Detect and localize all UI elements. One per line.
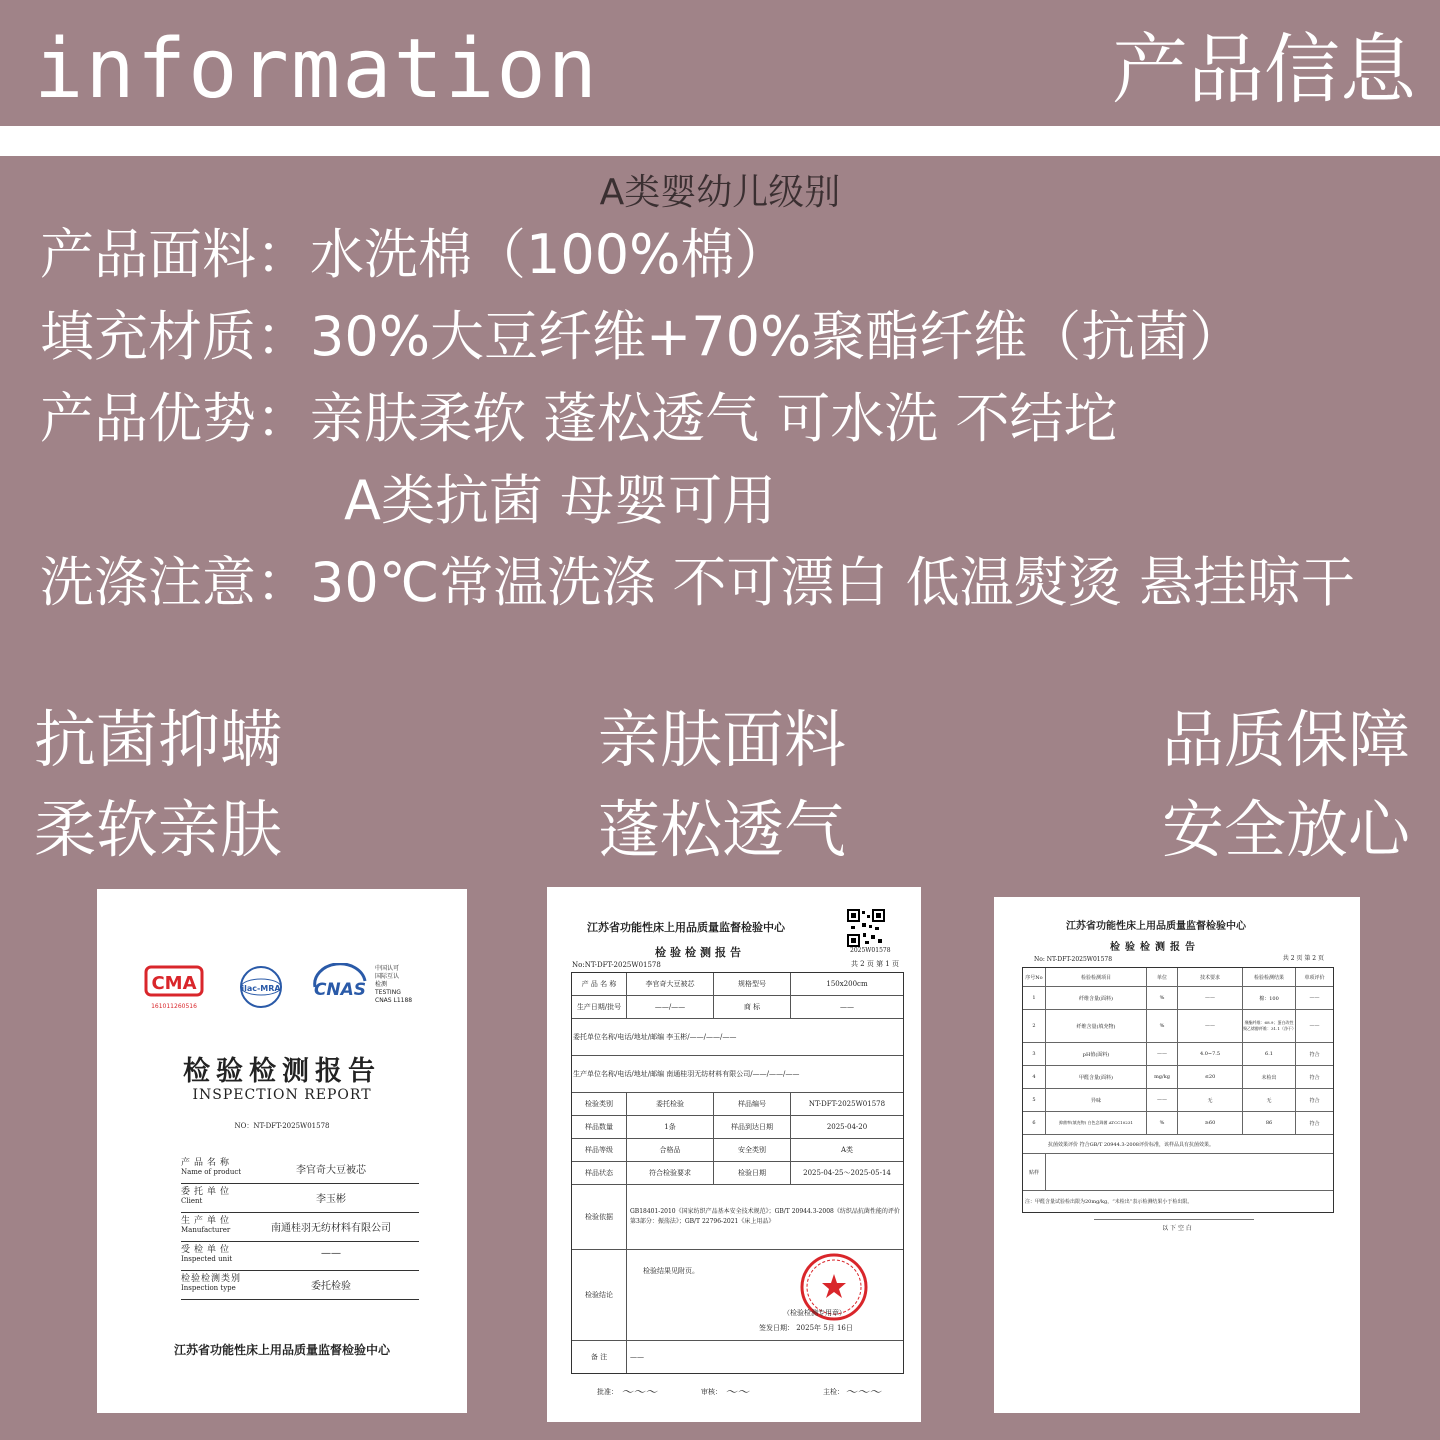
page2-organization: 江苏省功能性床上用品质量监督检验中心 — [1066, 921, 1246, 932]
table-row: 样品等级 合格品 安全类别 A类 — [572, 1139, 903, 1162]
cnas-caption: 中国认可 国际互认 检测 TESTING CNAS L1188 — [375, 965, 413, 1004]
report-page-2 — [994, 897, 1360, 1413]
table-row: 1 纤维含量(面料) % —— 棉：100 —— — [1023, 987, 1333, 1010]
table-row: 样品数量 1条 样品到达日期 2025-04-20 — [572, 1116, 903, 1139]
report-page-1: 江苏省功能性床上用品质量监督检验中心 检验检测报告 2025W01578 No:NT-DFT-2025W01578 共 2 页 第 1 页 产 品 名 称 李官奇大豆被芯 规格型号 150x200cm 生产日期/批号 ——/—— 商 标 —— 委托单位名称/电话/地址/邮编 李玉彬/——/——/—— 生产单位名称/电话/地址/邮编 南通桂羽无纺材料有限公司/——/——/—— 检验类别 委托检验 样品编号 NT-DFT-2025W01578 样品数量 1条 样品到达日期 2025-04-20 样品等级 合格品 安全类别 A类 样品状态 符合检验要求 检验日期 2025-04-25～2025-05-14 检验依据 GB18401-2010《国家纺织产品基本安全技术规范》；GB/T 20944.3-2008《纺织品抗菌性能的评价 第3部分：振荡法》；GB/T 22796-2021《床上用品》 检验结论 检验结果见附页。 备 注 —— （检验检测专用章） 签发日期： 2025年 5月 16日 批准： 〜〜〜 审核： 〜〜 主检： 〜〜〜 — [547, 887, 921, 1422]
table-row: 贴样 — [1023, 1154, 1333, 1191]
feature-right-2: 安全放心 — [1161, 793, 1410, 866]
svg-text:161011260516: 161011260516 — [151, 1003, 197, 1010]
divider-band — [0, 126, 1440, 156]
page1-number: No:NT-DFT-2025W01578 — [572, 961, 661, 969]
title-cn: 产品信息 — [1112, 25, 1416, 114]
cover-row-manufacturer: 生产单位 Manufacturer 南通桂羽无纺材料有限公司 — [181, 1213, 419, 1242]
info-fabric: 产品面料：水洗棉（100%棉） — [40, 223, 789, 286]
table-row: 3 pH值(面料) —— 4.0~7.5 6.1 符合 — [1023, 1043, 1333, 1066]
svg-text:CNAS: CNAS — [313, 980, 367, 1000]
end-blank-mark: 以 下 空 白 — [1162, 1225, 1192, 1232]
cover-row-client: 委托单位 Client 李玉彬 — [181, 1184, 419, 1213]
info-advantages: 产品优势：亲肤柔软 蓬松透气 可水洗 不结坨 — [40, 387, 1118, 450]
cover-organization: 江苏省功能性床上用品质量监督检验中心 — [173, 1343, 390, 1357]
cover-row-type: 检验检测类别 Inspection type 委托检验 — [181, 1271, 419, 1300]
feature-center-2: 蓬松透气 — [598, 793, 847, 866]
feature-center-1: 亲肤面料 — [598, 703, 847, 776]
table-row: 生产单位名称/电话/地址/邮编 南通桂羽无纺材料有限公司/——/——/—— — [572, 1056, 903, 1093]
page1-page-count: 共 2 页 第 1 页 — [850, 960, 899, 968]
page2-table — [1022, 967, 1334, 1213]
table-row: 检验类别 委托检验 样品编号 NT-DFT-2025W01578 — [572, 1093, 903, 1116]
page1-organization: 江苏省功能性床上用品质量监督检验中心 — [587, 921, 785, 934]
table-row: 产 品 名 称 李官奇大豆被芯 规格型号 150x200cm — [572, 973, 903, 996]
table-header: 序号No 检验检测项目 单位 技术要求 检验检测结果 单项评价 — [1023, 968, 1333, 987]
svg-text:ilac-MRA: ilac-MRA — [241, 984, 281, 993]
table-row: 6 抑菌率(填充物) 白色念珠菌 ATCC10231 % ≥60 86 符合 — [1023, 1112, 1333, 1135]
qr-code-icon — [847, 909, 885, 947]
table-footnote: 注：甲醛含量试验检出限为20mg/kg，“未检出”表示检测结果小于检出限。 — [1025, 1199, 1193, 1205]
sign-date: 签发日期： 2025年 5月 16日 — [759, 1324, 853, 1332]
table-row: 检验结论 检验结果见附页。 — [572, 1250, 903, 1341]
table-row: 备 注 —— — [572, 1341, 903, 1373]
stamp-note: （检验检测专用章） — [783, 1309, 846, 1317]
title-en: information — [34, 22, 600, 117]
qr-number: 2025W01578 — [850, 947, 891, 954]
table-row: 委托单位名称/电话/地址/邮编 李玉彬/——/——/—— — [572, 1019, 903, 1056]
cover-row-product: 产品名称 Name of product 李官奇大豆被芯 — [181, 1155, 419, 1184]
info-filling: 填充材质：30%大豆纤维+70%聚酯纤维（抗菌） — [40, 305, 1244, 368]
report-number: NO：NT-DFT-2025W01578 — [234, 1122, 330, 1130]
table-row: 2 纤维含量(填充物) % —— 聚酯纤维：68.9；蛋白改性聚乙烯醇纤维：31.1（净干） —— — [1023, 1010, 1333, 1043]
table-row: 抗菌效果评价 符合GB/T 20944.3-2008评价标准，该样品具有抗菌效果。 — [1023, 1135, 1333, 1154]
info-advantages-cont: A类抗菌 母婴可用 — [344, 469, 777, 532]
table-row: 样品状态 符合检验要求 检验日期 2025-04-25～2025-05-14 — [572, 1162, 903, 1185]
page2-title: 检验检测报告 — [1110, 942, 1200, 953]
page1-title: 检验检测报告 — [655, 946, 745, 959]
svg-text:CMA: CMA — [151, 973, 197, 994]
report-cover — [97, 889, 467, 1413]
grade-label: A类婴幼儿级别 — [599, 172, 841, 213]
table-row: 检验依据 GB18401-2010《国家纺织产品基本安全技术规范》；GB/T 20944.3-2008《纺织品抗菌性能的评价 第3部分：振荡法》；GB/T 22796-2021《床上用品》 — [572, 1185, 903, 1250]
end-divider — [1094, 1219, 1254, 1220]
page2-page-count: 共 2 页 第 2 页 — [1282, 955, 1324, 962]
report-subtitle: INSPECTION REPORT — [192, 1087, 372, 1103]
cnas-logo — [309, 963, 371, 1011]
cover-row-inspected-unit: 受检单位 Inspected unit —— — [181, 1242, 419, 1271]
table-row: 4 甲醛含量(面料) mg/kg ≤20 未检出 符合 — [1023, 1066, 1333, 1089]
ilac-logo — [237, 965, 285, 1009]
cma-logo — [143, 963, 205, 1011]
feature-left-2: 柔软亲肤 — [34, 793, 283, 866]
feature-left-1: 抗菌抑螨 — [34, 703, 283, 776]
feature-right-1: 品质保障 — [1161, 703, 1410, 776]
info-washing: 洗涤注意：30℃常温洗涤 不可漂白 低温熨烫 悬挂晾干 — [40, 551, 1355, 614]
page2-number: No: NT-DFT-2025W01578 — [1034, 956, 1113, 963]
table-row: 生产日期/批号 ——/—— 商 标 —— — [572, 996, 903, 1019]
report-title: 检验检测报告 — [183, 1056, 381, 1087]
table-row: 5 异味 —— 无 无 符合 — [1023, 1089, 1333, 1112]
